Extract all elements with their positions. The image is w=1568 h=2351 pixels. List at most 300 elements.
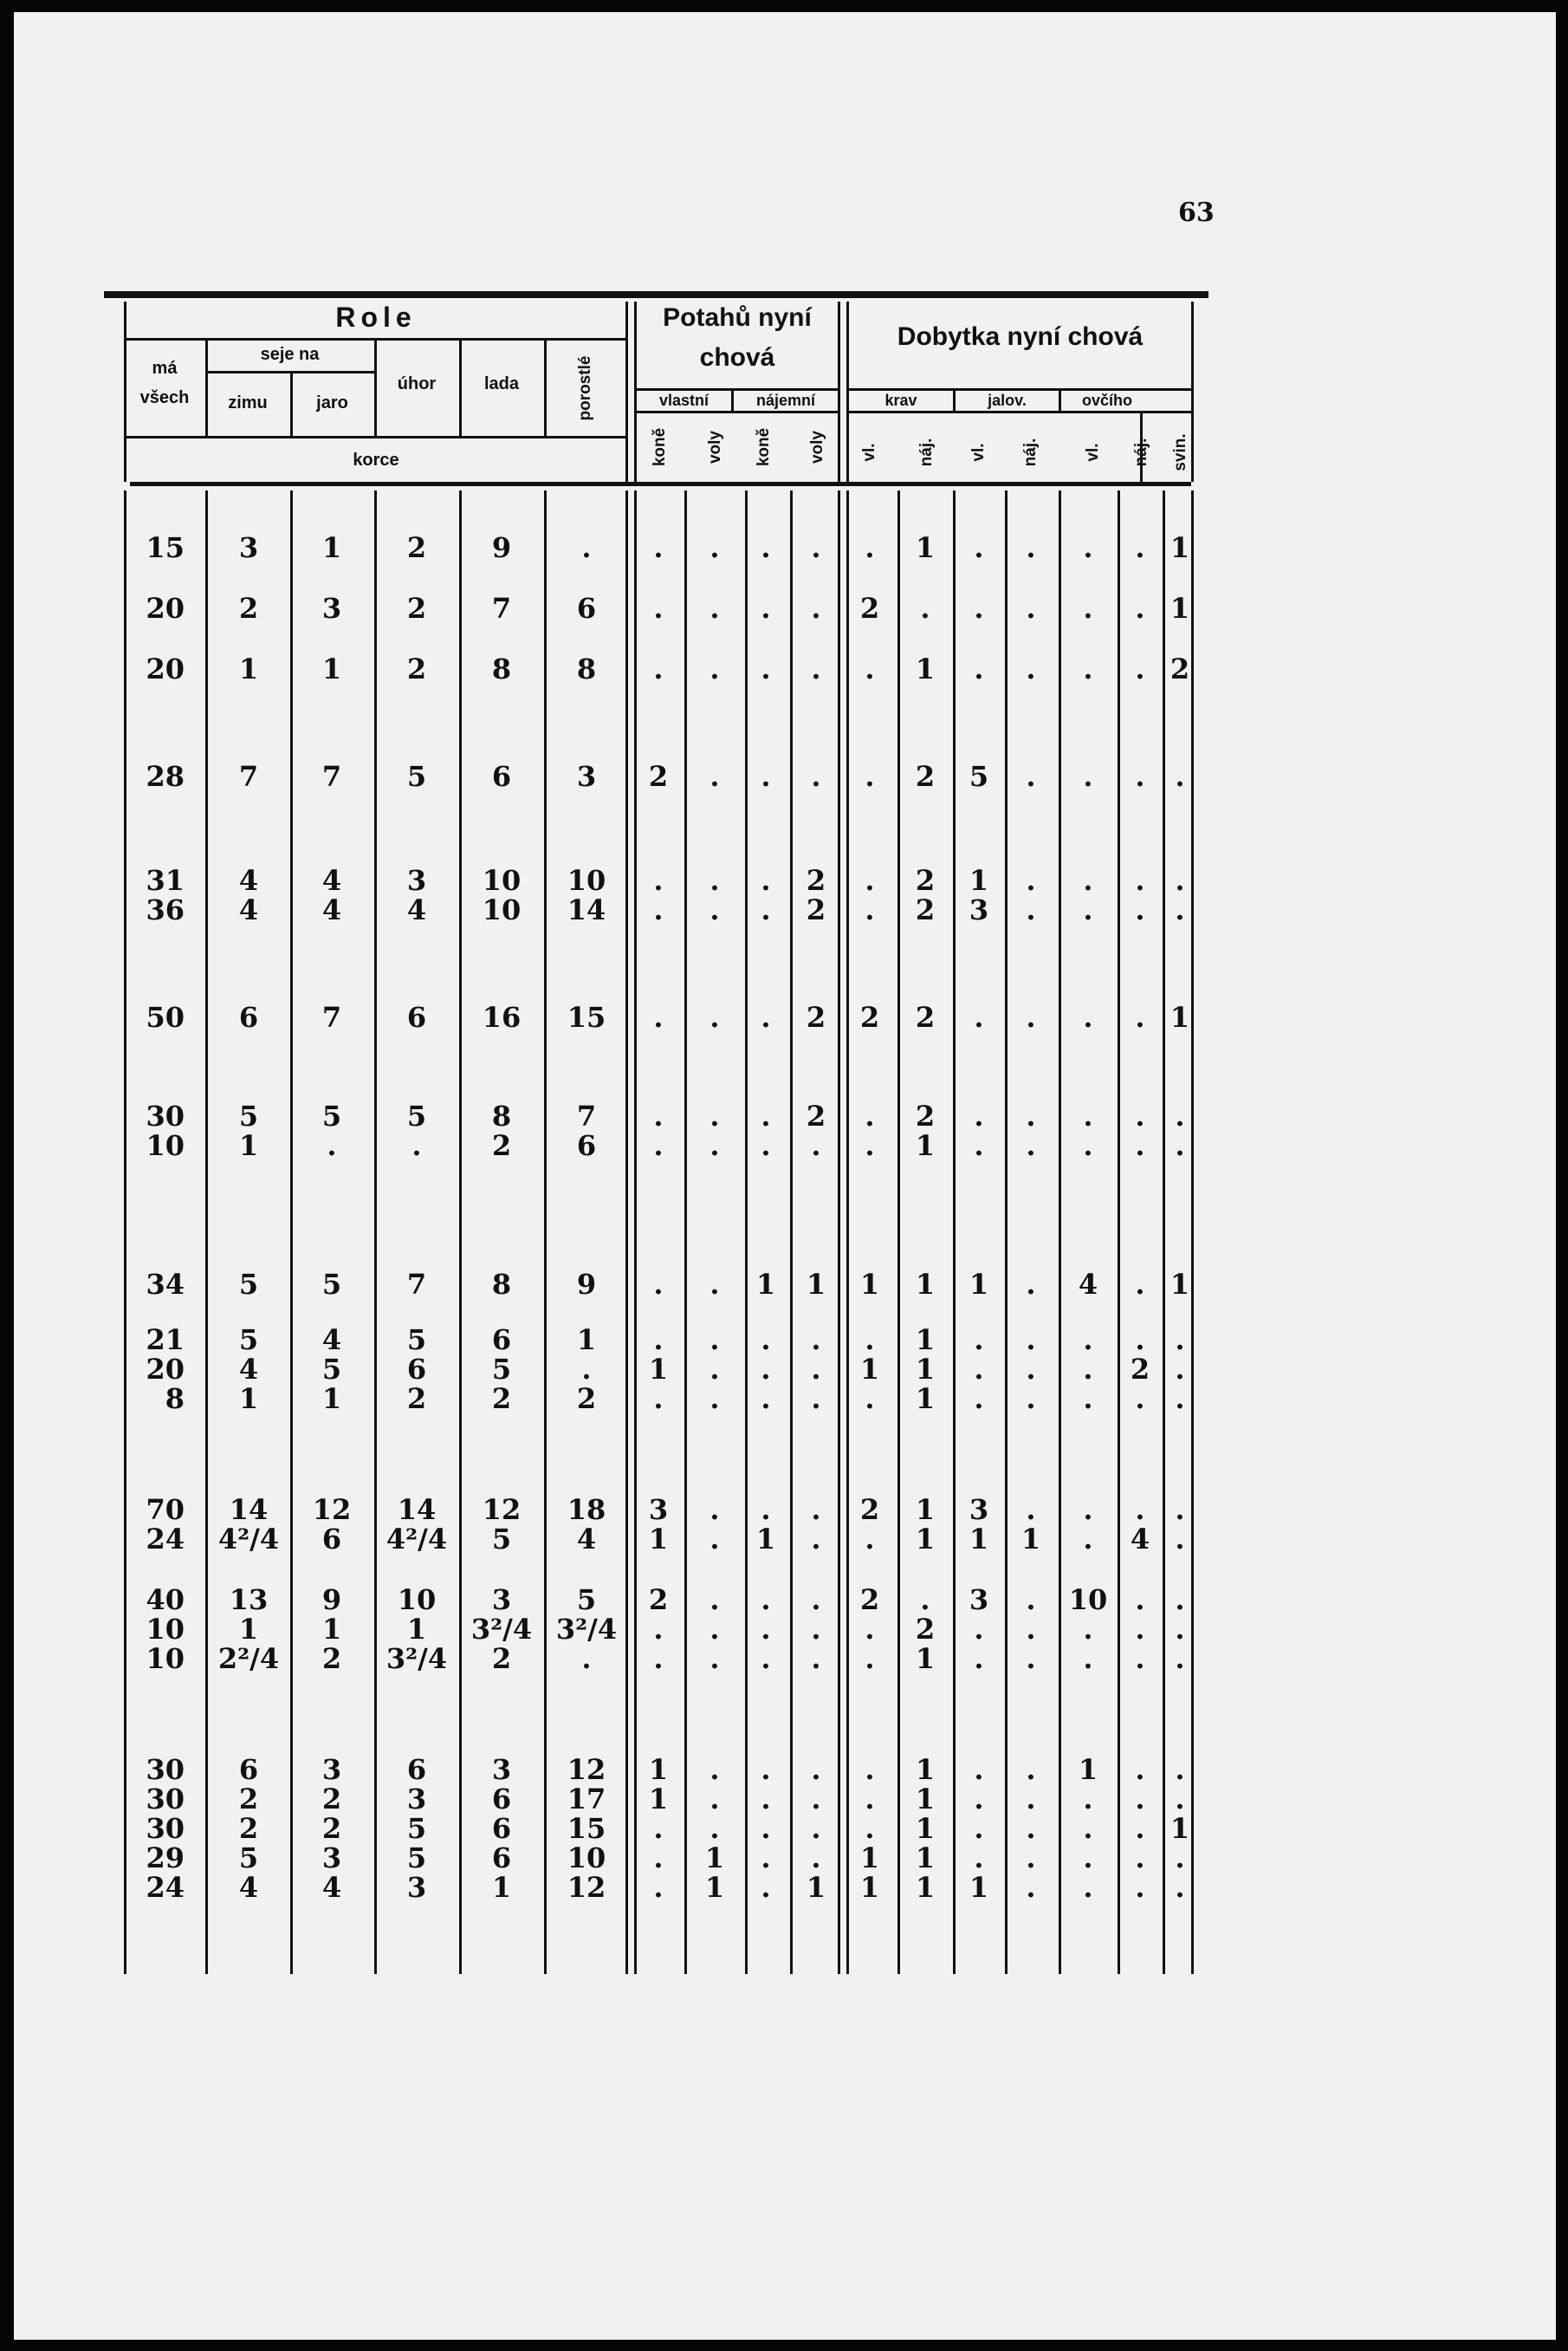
table-cell: 1 xyxy=(238,1613,259,1646)
table-cell: . xyxy=(1026,1841,1036,1874)
column-divider xyxy=(205,490,208,1974)
table-cell: . xyxy=(1175,1753,1185,1786)
column-divider xyxy=(897,490,900,1974)
column-divider xyxy=(745,490,748,1974)
table-cell: 7 xyxy=(576,1100,597,1133)
table-cell: 5 xyxy=(321,1353,342,1386)
table-cell: . xyxy=(709,1783,720,1815)
table-cell: 1 xyxy=(238,1129,259,1162)
table-cell: . xyxy=(974,531,984,564)
table-cell: 16 xyxy=(482,1001,522,1034)
table-cell: . xyxy=(1135,1871,1145,1904)
table-cell: . xyxy=(411,1129,422,1162)
table-cell: . xyxy=(1135,1812,1145,1845)
table-cell: 4 xyxy=(238,864,259,897)
table-cell: 2 xyxy=(915,1100,936,1133)
table-cell: . xyxy=(974,1783,984,1815)
table-cell: . xyxy=(811,760,821,793)
table-cell: . xyxy=(920,1583,930,1616)
svin-label: svin. xyxy=(1171,433,1189,471)
table-cell: 2 xyxy=(806,864,826,897)
table-cell: . xyxy=(1083,893,1093,926)
table-cell: . xyxy=(1175,760,1185,793)
table-cell: 15 xyxy=(567,1001,606,1034)
table-cell: . xyxy=(1135,1323,1145,1356)
table-cell: . xyxy=(1083,760,1093,793)
table-cell: . xyxy=(709,653,720,685)
table-cell: . xyxy=(1026,1871,1036,1904)
table-cell: 4 xyxy=(1130,1523,1150,1555)
table-cell: 1 xyxy=(321,653,342,685)
column-divider xyxy=(1163,490,1165,1974)
table-cell: 8 xyxy=(491,1100,512,1133)
table-cell: 1 xyxy=(969,1268,989,1301)
ma-vsech-label: má xyxy=(152,359,178,378)
table-cell: 2 xyxy=(491,1129,512,1162)
table-cell: . xyxy=(974,1812,984,1845)
table-cell: 1 xyxy=(915,1783,936,1815)
table-cell: 5 xyxy=(321,1100,342,1133)
table-cell: . xyxy=(1175,1583,1185,1616)
table-cell: . xyxy=(974,1353,984,1386)
table-cell: 4 xyxy=(238,1353,259,1386)
table-cell: 15 xyxy=(567,1812,606,1845)
column-divider xyxy=(290,490,293,1974)
table-cell: . xyxy=(761,592,771,625)
table-cell: . xyxy=(709,592,720,625)
table-cell: 2²/4 xyxy=(217,1642,280,1675)
header-rule xyxy=(205,371,374,373)
table-cell: . xyxy=(1026,1753,1036,1786)
table-cell: . xyxy=(1135,1001,1145,1034)
kone-label: koně xyxy=(755,427,773,467)
table-cell-total: 8 xyxy=(165,1382,185,1415)
table-cell: 2 xyxy=(321,1812,342,1845)
table-cell: 12 xyxy=(567,1753,606,1786)
table-cell: 1 xyxy=(915,1129,936,1162)
table-cell: 2 xyxy=(915,1613,936,1646)
table-cell: 1 xyxy=(704,1841,725,1874)
table-cell: 1 xyxy=(915,1841,936,1874)
table-cell-total: 36 xyxy=(146,893,185,926)
table-cell: 3 xyxy=(969,893,989,926)
table-cell-total: 29 xyxy=(146,1841,185,1874)
table-cell: . xyxy=(1175,864,1185,897)
column-divider xyxy=(124,490,126,1974)
table-cell: 1 xyxy=(491,1871,512,1904)
table-cell: 1 xyxy=(915,1493,936,1526)
table-cell: 1 xyxy=(859,1871,880,1904)
table-cell: 1 xyxy=(321,531,342,564)
table-cell: 3 xyxy=(576,760,597,793)
table-cell: . xyxy=(1026,1382,1036,1415)
table-cell: 6 xyxy=(238,1753,259,1786)
table-cell: . xyxy=(1175,893,1185,926)
table-cell: . xyxy=(1026,760,1036,793)
table-cell: . xyxy=(1135,893,1145,926)
column-divider xyxy=(625,490,628,1974)
vl-label: vl. xyxy=(969,443,988,462)
table-cell: 3 xyxy=(969,1493,989,1526)
table-cell-total: 50 xyxy=(146,1001,185,1034)
table-cell: 1 xyxy=(576,1323,597,1356)
table-cell: 6 xyxy=(576,592,597,625)
table-cell: . xyxy=(1026,1100,1036,1133)
table-cell: 5 xyxy=(238,1268,259,1301)
table-cell: 1 xyxy=(238,653,259,685)
table-cell: . xyxy=(761,1129,771,1162)
table-cell: . xyxy=(1135,1613,1145,1646)
table-cell: . xyxy=(1175,1523,1185,1555)
table-cell: 10 xyxy=(567,1841,606,1874)
table-cell: 4 xyxy=(321,893,342,926)
table-cell: . xyxy=(865,1613,875,1646)
table-cell: 2 xyxy=(238,592,259,625)
table-cell: . xyxy=(811,1493,821,1526)
table-cell: . xyxy=(1083,1841,1093,1874)
table-cell: . xyxy=(1175,1841,1185,1874)
header-rule xyxy=(849,411,1191,413)
table-cell: . xyxy=(761,1642,771,1675)
table-cell: . xyxy=(974,1841,984,1874)
table-cell: . xyxy=(653,1382,664,1415)
table-cell: . xyxy=(865,1783,875,1815)
table-cell: 3 xyxy=(321,1753,342,1786)
table-cell: 4 xyxy=(321,1871,342,1904)
table-cell: . xyxy=(709,1812,720,1845)
table-cell-total: 40 xyxy=(146,1583,185,1616)
table-cell: 2 xyxy=(238,1812,259,1845)
table-cell-total: 20 xyxy=(146,592,185,625)
table-cell: 2 xyxy=(406,592,427,625)
table-cell: . xyxy=(1175,1353,1185,1386)
header-rule xyxy=(637,388,838,391)
table-cell: 7 xyxy=(406,1268,427,1301)
table-cell: . xyxy=(1026,1129,1036,1162)
table-cell: . xyxy=(1083,1493,1093,1526)
table-cell: 18 xyxy=(567,1493,606,1526)
table-cell: 1 xyxy=(755,1523,776,1555)
table-cell: 5 xyxy=(969,760,989,793)
table-cell: . xyxy=(653,1812,664,1845)
table-cell: . xyxy=(1083,653,1093,685)
table-cell: 1 xyxy=(915,1353,936,1386)
table-cell: . xyxy=(653,1100,664,1133)
table-cell: 2 xyxy=(491,1642,512,1675)
table-cell: 4 xyxy=(1078,1268,1098,1301)
table-cell: 1 xyxy=(1170,531,1190,564)
table-cell: 3 xyxy=(491,1753,512,1786)
table-cell: . xyxy=(1083,1001,1093,1034)
table-cell: . xyxy=(1135,1841,1145,1874)
table-cell: . xyxy=(865,1812,875,1845)
table-cell: . xyxy=(1135,1753,1145,1786)
table-cell: . xyxy=(811,1129,821,1162)
role-title: Role xyxy=(335,302,417,333)
table-cell: 1 xyxy=(1170,1268,1190,1301)
table-cell: . xyxy=(653,1129,664,1162)
table-cell-total: 30 xyxy=(146,1783,185,1815)
table-cell: 2 xyxy=(806,1100,826,1133)
table-cell: 7 xyxy=(321,760,342,793)
table-cell: . xyxy=(1175,1100,1185,1133)
table-cell-total: 70 xyxy=(146,1493,185,1526)
table-cell: . xyxy=(811,592,821,625)
table-cell: 2 xyxy=(806,893,826,926)
table-cell: . xyxy=(1026,592,1036,625)
table-cell: 2 xyxy=(648,760,669,793)
page-number: 63 xyxy=(1178,198,1215,228)
header-divider xyxy=(1191,302,1194,482)
table-cell: 1 xyxy=(648,1783,669,1815)
table-cell: 3²/4 xyxy=(386,1642,448,1675)
table-cell-total: 21 xyxy=(146,1323,185,1356)
table-cell: 3 xyxy=(648,1493,669,1526)
table-cell: 5 xyxy=(238,1323,259,1356)
table-cell: 4²/4 xyxy=(217,1523,280,1555)
table-cell: 10 xyxy=(482,893,522,926)
table-cell: . xyxy=(811,653,821,685)
table-cell: . xyxy=(1026,1583,1036,1616)
table-cell-total: 31 xyxy=(146,864,185,897)
ovciho-label: ovčího xyxy=(1081,392,1132,409)
table-cell-total: 30 xyxy=(146,1812,185,1845)
zimu-label: zimu xyxy=(228,393,268,412)
table-cell: 2 xyxy=(406,531,427,564)
table-cell: 6 xyxy=(406,1753,427,1786)
table-cell: 1 xyxy=(806,1871,826,1904)
table-cell: . xyxy=(811,1583,821,1616)
table-cell: . xyxy=(653,1613,664,1646)
table-cell: 1 xyxy=(859,1353,880,1386)
table-cell: 10 xyxy=(482,864,522,897)
table-cell: 4 xyxy=(238,1871,259,1904)
column-divider xyxy=(846,490,849,1974)
table-cell: . xyxy=(1026,864,1036,897)
table-cell: 6 xyxy=(576,1129,597,1162)
table-cell: . xyxy=(653,1268,664,1301)
table-cell: . xyxy=(653,864,664,897)
table-cell: . xyxy=(1175,1129,1185,1162)
table-cell-total: 28 xyxy=(146,760,185,793)
table-cell: . xyxy=(974,1613,984,1646)
table-cell: 3 xyxy=(406,1871,427,1904)
table-cell: . xyxy=(709,1382,720,1415)
header-divider xyxy=(544,340,547,437)
table-cell: 4 xyxy=(321,864,342,897)
table-cell: . xyxy=(761,1353,771,1386)
table-cell: 9 xyxy=(321,1583,342,1616)
table-cell: 1 xyxy=(648,1753,669,1786)
table-cell: 2 xyxy=(859,1001,880,1034)
column-divider xyxy=(1191,490,1194,1974)
table-cell: . xyxy=(709,1129,720,1162)
table-cell: . xyxy=(653,1001,664,1034)
table-cell: . xyxy=(761,653,771,685)
table-top-rule xyxy=(104,291,1208,298)
table-cell: 5 xyxy=(406,1812,427,1845)
table-cell: . xyxy=(1175,1493,1185,1526)
table-cell: . xyxy=(1026,1353,1036,1386)
table-cell: . xyxy=(761,760,771,793)
table-cell: . xyxy=(1175,1323,1185,1356)
table-cell: . xyxy=(761,1382,771,1415)
table-cell: . xyxy=(709,1268,720,1301)
table-cell: 2 xyxy=(915,893,936,926)
table-cell: 1 xyxy=(915,1268,936,1301)
table-cell: . xyxy=(1026,531,1036,564)
table-cell: . xyxy=(974,1753,984,1786)
table-cell: . xyxy=(1135,1382,1145,1415)
table-cell: . xyxy=(1175,1382,1185,1415)
table-cell: 1 xyxy=(321,1613,342,1646)
naj-label: náj. xyxy=(1132,438,1150,467)
table-cell: 5 xyxy=(238,1100,259,1133)
table-cell: 2 xyxy=(321,1783,342,1815)
table-cell-total: 34 xyxy=(146,1268,185,1301)
table-cell: . xyxy=(1083,1871,1093,1904)
table-cell: . xyxy=(1083,1642,1093,1675)
table-cell: . xyxy=(761,864,771,897)
table-cell: . xyxy=(811,1523,821,1555)
table-cell: . xyxy=(1083,1353,1093,1386)
table-cell: . xyxy=(761,1783,771,1815)
table-cell: . xyxy=(327,1129,337,1162)
header-rule xyxy=(124,338,628,341)
table-cell: 1 xyxy=(1078,1753,1098,1786)
jaro-label: jaro xyxy=(316,393,348,412)
table-cell: . xyxy=(811,1783,821,1815)
krav-label: krav xyxy=(884,392,917,409)
table-cell: 2 xyxy=(648,1583,669,1616)
table-cell: 1 xyxy=(648,1353,669,1386)
table-cell-total: 20 xyxy=(146,653,185,685)
table-cell: . xyxy=(581,1353,592,1386)
table-cell: 2 xyxy=(915,760,936,793)
column-divider xyxy=(790,490,793,1974)
table-cell: 14 xyxy=(567,893,606,926)
table-cell: 5 xyxy=(491,1523,512,1555)
table-cell: . xyxy=(1175,1613,1185,1646)
table-cell: . xyxy=(709,531,720,564)
table-cell-total: 10 xyxy=(146,1129,185,1162)
table-cell: 1 xyxy=(915,1523,936,1555)
table-cell: . xyxy=(1135,1642,1145,1675)
table-cell: 5 xyxy=(406,760,427,793)
table-cell: . xyxy=(581,1642,592,1675)
table-cell: . xyxy=(1083,1382,1093,1415)
table-cell: 6 xyxy=(491,760,512,793)
table-cell: 12 xyxy=(312,1493,352,1526)
korce-label: korce xyxy=(353,451,399,470)
table-cell: . xyxy=(1135,531,1145,564)
table-cell: 2 xyxy=(576,1382,597,1415)
table-cell: 7 xyxy=(238,760,259,793)
header-rule xyxy=(849,388,1191,391)
table-cell: 3 xyxy=(321,1841,342,1874)
potahu-title: Potahů nyní xyxy=(663,303,812,332)
table-cell: 3 xyxy=(321,592,342,625)
table-cell: . xyxy=(974,1001,984,1034)
table-cell: . xyxy=(811,1613,821,1646)
table-cell: . xyxy=(653,1871,664,1904)
table-cell: 1 xyxy=(915,1753,936,1786)
table-cell: 2 xyxy=(321,1642,342,1675)
table-cell: . xyxy=(1135,1493,1145,1526)
table-cell: 6 xyxy=(491,1783,512,1815)
table-cell: . xyxy=(709,1583,720,1616)
table-cell-total: 24 xyxy=(146,1523,185,1555)
table-cell: . xyxy=(811,1323,821,1356)
column-divider xyxy=(634,490,637,1974)
table-cell: . xyxy=(653,653,664,685)
table-cell: . xyxy=(653,592,664,625)
table-cell: 3 xyxy=(406,864,427,897)
table-cell: . xyxy=(1083,864,1093,897)
table-cell: 2 xyxy=(806,1001,826,1034)
table-cell: . xyxy=(865,1642,875,1675)
table-cell: 1 xyxy=(969,1523,989,1555)
table-cell: . xyxy=(653,1642,664,1675)
table-cell: . xyxy=(1026,1812,1036,1845)
uhor-label: úhor xyxy=(397,374,437,393)
table-cell: . xyxy=(761,1001,771,1034)
table-cell: . xyxy=(709,1353,720,1386)
voly-label: voly xyxy=(706,430,724,464)
table-cell: 1 xyxy=(915,653,936,685)
table-cell: 5 xyxy=(491,1353,512,1386)
table-cell: 6 xyxy=(491,1323,512,1356)
column-divider xyxy=(1118,490,1120,1974)
table-cell: . xyxy=(1135,592,1145,625)
vl-label: vl. xyxy=(860,443,878,462)
table-cell: 1 xyxy=(806,1268,826,1301)
table-cell: . xyxy=(761,1613,771,1646)
table-cell: 2 xyxy=(491,1382,512,1415)
table-cell: 17 xyxy=(567,1783,606,1815)
table-cell: . xyxy=(865,531,875,564)
header-rule xyxy=(637,411,838,413)
table-cell: . xyxy=(1026,1642,1036,1675)
header-divider xyxy=(838,302,840,482)
column-divider xyxy=(544,490,547,1974)
table-cell: . xyxy=(1083,531,1093,564)
table-cell: . xyxy=(709,1613,720,1646)
table-cell: 1 xyxy=(755,1268,776,1301)
table-cell: . xyxy=(1083,1100,1093,1133)
dobytka-title: Dobytka nyní chová xyxy=(897,322,1144,351)
table-cell: . xyxy=(653,1841,664,1874)
table-cell: . xyxy=(709,1753,720,1786)
table-cell: 3²/4 xyxy=(470,1613,533,1646)
table-cell: . xyxy=(761,1493,771,1526)
table-cell: 4 xyxy=(321,1323,342,1356)
table-cell: 2 xyxy=(406,653,427,685)
table-cell: . xyxy=(974,1382,984,1415)
table-cell: . xyxy=(974,653,984,685)
table-cell: 1 xyxy=(648,1523,669,1555)
lada-label: lada xyxy=(483,374,520,393)
table-cell: 7 xyxy=(321,1001,342,1034)
table-cell: . xyxy=(1026,653,1036,685)
naj-label: náj. xyxy=(1021,438,1040,467)
table-cell-total: 20 xyxy=(146,1353,185,1386)
table-cell: . xyxy=(865,653,875,685)
column-divider xyxy=(684,490,687,1974)
table-cell: 2 xyxy=(406,1382,427,1415)
table-cell: . xyxy=(709,760,720,793)
table-cell: 1 xyxy=(859,1268,880,1301)
